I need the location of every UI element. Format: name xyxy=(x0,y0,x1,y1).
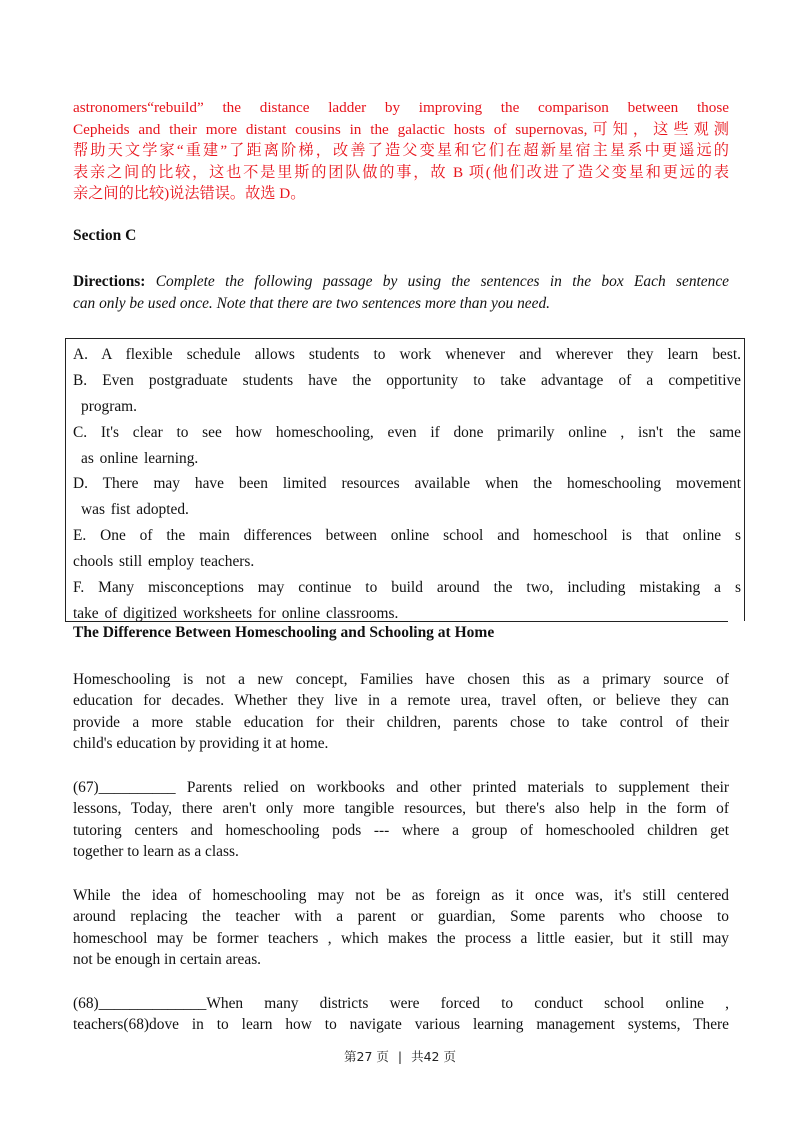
article-paragraph xyxy=(73,777,729,862)
footer-separator: | xyxy=(397,1049,403,1064)
paragraph-line: not be enough in certain areas. xyxy=(73,950,262,968)
article-paragraph xyxy=(73,669,729,754)
option-line: E. One of the main differences between online school and homeschool is that online s xyxy=(73,527,741,544)
option-f xyxy=(73,575,741,627)
explanation-line: 亲之间的比较)说法错误。故选 D。 xyxy=(73,185,306,202)
paragraph-line: lessons, Today, there aren't only more tangible resources, but there's also help in the form of xyxy=(73,800,729,818)
paragraph-line: homeschool may be former teachers , which makes the process a little easier, but it still may xyxy=(73,929,729,947)
option-d xyxy=(73,471,741,523)
page-footer xyxy=(0,1047,800,1065)
directions xyxy=(73,271,729,314)
directions-text: Complete the following passage by using the sentences in the box Each sentence xyxy=(155,273,729,290)
paragraph-line: tutoring centers and homeschooling pods --- where a group of homeschooled children get xyxy=(73,821,729,839)
option-line: C. It's clear to see how homeschooling, even if done primarily online , isn't the same xyxy=(73,424,741,441)
option-line: program. xyxy=(81,397,137,415)
option-line: was fist adopted. xyxy=(81,500,189,518)
option-e xyxy=(73,523,741,575)
article-title: The Difference Between Homeschooling and Schooling at Home xyxy=(73,624,495,641)
option-line: F. Many misconceptions may continue to build around the two, including mistaking a s xyxy=(73,579,741,596)
section-title: Section C xyxy=(73,227,137,244)
option-line: take of digitized worksheets for online classrooms. xyxy=(73,604,399,622)
paragraph-line: around replacing the teacher with a parent or guardian, Some parents who choose to xyxy=(73,908,729,926)
option-b xyxy=(73,368,741,420)
directions-text: can only be used once. Note that there are two sentences more than you need. xyxy=(73,294,550,312)
paragraph-line: together to learn as a class. xyxy=(73,842,239,860)
option-line: D. There may have been limited resources available when the homeschooling movement xyxy=(73,475,741,492)
option-a xyxy=(73,342,741,368)
paragraph-line: education for decades. Whether they live in a remote urea, travel often, or believe they can xyxy=(73,692,729,710)
option-c xyxy=(73,420,741,472)
paragraph-line: (68)______________When many districts were forced to conduct school online , xyxy=(73,995,729,1012)
option-line: A. A flexible schedule allows students to work whenever and wherever they learn best. xyxy=(73,346,741,363)
sentence-options-box xyxy=(65,338,745,622)
page-number: 第27 页 xyxy=(344,1049,389,1064)
explanation-line: 帮助天文学家“重建”了距离阶梯，改善了造父变星和它们在超新星宿主星系中更遥远的 xyxy=(73,142,729,159)
answer-explanation xyxy=(73,97,729,205)
page-total: 共42 页 xyxy=(411,1049,456,1064)
paragraph-line: (67)__________ Parents relied on workbooks and other printed materials to supplement their xyxy=(73,779,729,796)
paragraph-line: provide a more stable education for their children, parents chose to take control of their xyxy=(73,713,729,731)
paragraph-line: Homeschooling is not a new concept, Families have chosen this as a primary source of xyxy=(73,671,729,688)
paragraph-line: child's education by providing it at home. xyxy=(73,734,329,752)
option-line: B. Even postgraduate students have the opportunity to take advantage of a competitive xyxy=(73,372,741,389)
explanation-line: astronomers“rebuild” the distance ladder by improving the comparison between those xyxy=(73,99,729,116)
option-line: as online learning. xyxy=(81,449,199,467)
option-line: chools still employ teachers. xyxy=(73,552,255,570)
directions-label: Directions: xyxy=(73,273,146,290)
paragraph-line: While the idea of homeschooling may not be as foreign as it once was, it's still centered xyxy=(73,887,729,904)
explanation-line: 表亲之间的比较，这也不是里斯的团队做的事，故 B 项(他们改进了造父变星和更远的表 xyxy=(73,163,729,181)
article-paragraph xyxy=(73,885,729,970)
explanation-line: Cepheids and their more distant cousins in the galactic hosts of supernovas,可知，这些观测 xyxy=(73,120,729,138)
paragraph-line: teachers(68)dove in to learn how to navigate various learning management systems, There xyxy=(73,1016,729,1034)
article-paragraph xyxy=(73,993,729,1036)
